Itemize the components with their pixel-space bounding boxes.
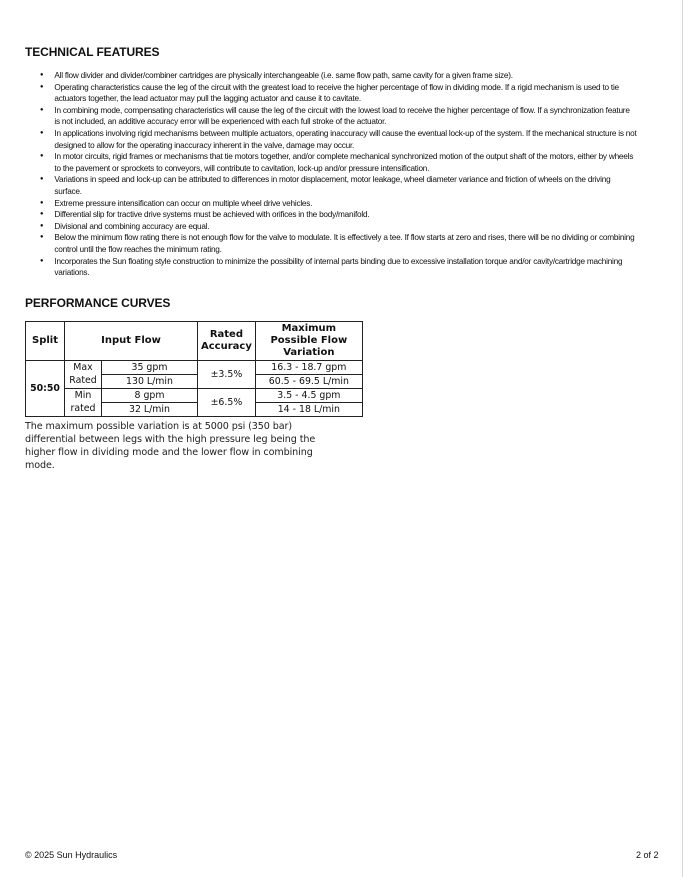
- list-item: ● In motor circuits, rigid frames or mechanisms that tie motors together, and/or complete mechanical synchronized motion of the output shaft of the motors, either by wheels to the pavement or sprockets to conveyors, will contribute to cavitation, lock-up and/or pressure intensification.: [40, 151, 637, 174]
- list-item: ● Differential slip for tractive drive systems must be achieved with orifices in the body/manifold.: [40, 209, 637, 221]
- technical-features-list: [40, 70, 662, 279]
- min-var-gpm: 3.5 - 4.5 gpm: [255, 389, 362, 403]
- max-var-lmin: 60.5 - 69.5 L/min: [255, 375, 362, 389]
- table-row: [26, 389, 363, 403]
- header-split: Split: [26, 322, 65, 361]
- min-lmin: 32 L/min: [102, 403, 198, 417]
- header-max-variation: Maximum Possible Flow Variation: [255, 322, 362, 361]
- list-item: ● In combining mode, compensating characteristics will cause the leg of the circuit with the lowest load to receive the higher percentage of flow. If a synchronization feature is not included, an additive accuracy error will be experienced with each full stroke of the actuator.: [40, 105, 637, 128]
- header-input-flow: Input Flow: [65, 322, 198, 361]
- page-edge-rule: [682, 0, 683, 877]
- table-row: [26, 361, 363, 375]
- table-row: [26, 375, 363, 389]
- table-row: [26, 403, 363, 417]
- table-header-row: [26, 322, 363, 361]
- max-gpm: 35 gpm: [102, 361, 198, 375]
- performance-note: The maximum possible variation is at 5000 psi (350 bar) differential between legs with the high pressure leg being the higher flow in dividing mode and the lower flow in combining mode.: [25, 421, 316, 471]
- min-label-2: rated: [65, 403, 102, 417]
- list-item: ● Variations in speed and lock-up can be attributed to differences in motor displacement, motor leakage, wheel diameter variance and friction of wheels on the driving surface.: [40, 174, 637, 197]
- max-var-gpm: 16.3 - 18.7 gpm: [255, 361, 362, 375]
- list-item: ● All flow divider and divider/combiner cartridges are physically interchangeable (i.e. same flow path, same cavity for a given frame size).: [40, 70, 637, 82]
- min-label: Min: [65, 389, 102, 403]
- list-item: ● Divisional and combining accuracy are equal.: [40, 221, 637, 233]
- performance-curves-heading: PERFORMANCE CURVES: [25, 296, 171, 310]
- min-var-lmin: 14 - 18 L/min: [255, 403, 362, 417]
- list-item: ● In applications involving rigid mechanisms between multiple actuators, operating inaccuracy will cause the eventual lock-up of the system. If the mechanical structure is not designed to allow for the operating inaccuracy inherent in the valve, damage may occur.: [40, 128, 637, 151]
- technical-features-heading: TECHNICAL FEATURES: [25, 45, 160, 59]
- performance-table: [25, 321, 363, 417]
- split-value: 50:50: [26, 361, 65, 417]
- list-item: ● Extreme pressure intensification can occur on multiple wheel drive vehicles.: [40, 198, 637, 210]
- min-gpm: 8 gpm: [102, 389, 198, 403]
- list-item: ● Incorporates the Sun floating style construction to minimize the possibility of internal parts binding due to excessive installation torque and/or cavity/cartridge machining variations.: [40, 256, 637, 279]
- max-accuracy: ±3.5%: [198, 361, 256, 389]
- min-accuracy: ±6.5%: [198, 389, 256, 417]
- header-rated-accuracy: Rated Accuracy: [198, 322, 256, 361]
- max-lmin: 130 L/min: [102, 375, 198, 389]
- list-item: ● Operating characteristics cause the leg of the circuit with the greatest load to receive the higher percentage of flow in dividing mode. If a rigid mechanism is used to tie actuators together, the lead actuator may pull the lagging actuator and cause it to cavitate.: [40, 82, 637, 105]
- list-item: ● Below the minimum flow rating there is not enough flow for the valve to modulate. It is effectively a tee. If flow starts at zero and rises, there will be no dividing or combining control until the flow reaches the minimum rating.: [40, 232, 637, 255]
- footer-copyright: © 2025 Sun Hydraulics: [25, 850, 118, 860]
- max-label-2: Rated: [65, 375, 102, 389]
- footer-page-number: 2 of 2: [636, 850, 659, 860]
- max-label: Max: [65, 361, 102, 375]
